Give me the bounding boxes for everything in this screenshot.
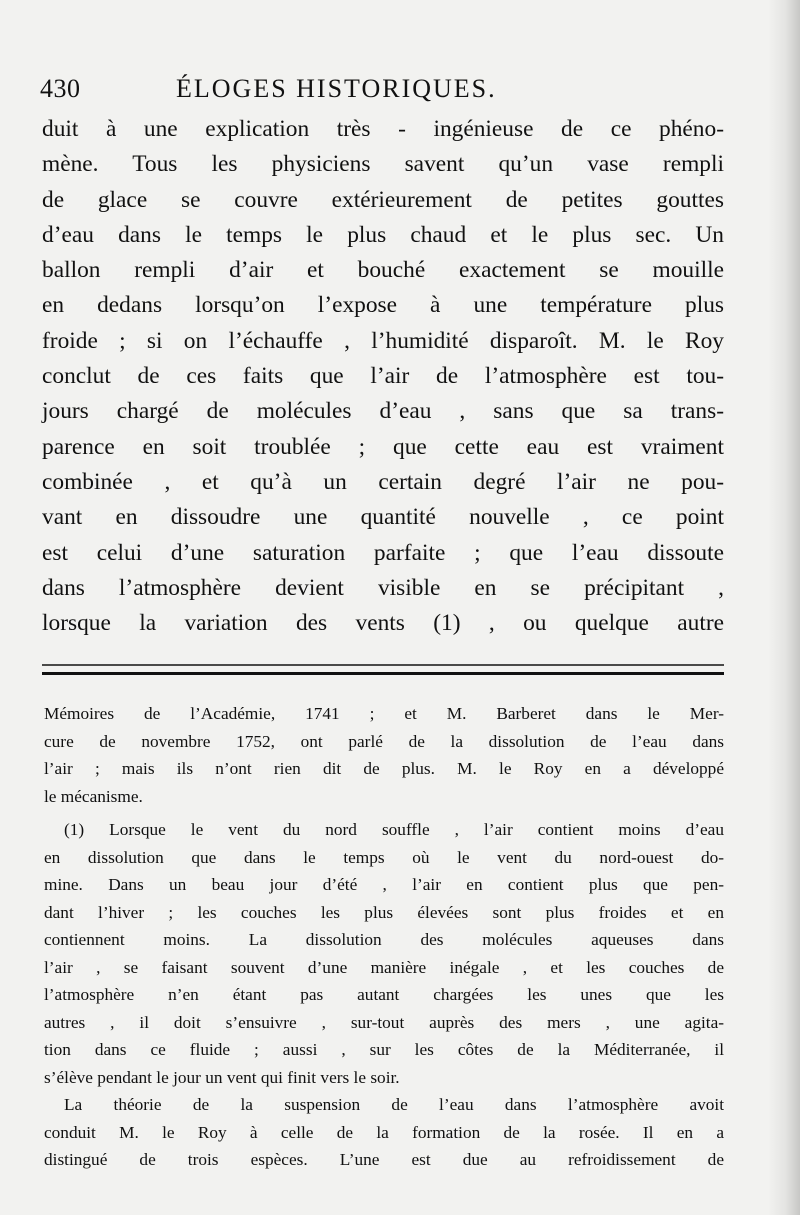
main-text-line: jours chargé de molécules d’eau , sans que sa trans- bbox=[42, 398, 724, 425]
footnote-line: l’air , se faisant souvent d’une manière inégale , et les couches de bbox=[44, 957, 724, 977]
footnote-continued bbox=[44, 700, 724, 810]
footnote-line: conduit M. le Roy à celle de la formation de la rosée. Il en a bbox=[44, 1122, 724, 1142]
main-text-line: combinée , et qu’à un certain degré l’air ne pou- bbox=[42, 468, 724, 495]
footnote-line: cure de novembre 1752, ont parlé de la dissolution de l’eau dans bbox=[44, 731, 724, 751]
footnote-line: distingué de trois espèces. L’une est due au refroidissement de bbox=[44, 1150, 724, 1169]
footnote-line: contiennent moins. La dissolution des molécules aqueuses dans bbox=[44, 930, 724, 949]
footnote-line: l’air ; mais ils n’ont rien dit de plus. M. le Roy en a développé bbox=[44, 759, 724, 778]
footnote-separator-thin bbox=[42, 664, 724, 666]
footnote-line: tion dans ce fluide ; aussi , sur les côtes de la Méditerranée, il bbox=[44, 1040, 724, 1059]
main-text-line: mène. Tous les physiciens savent qu’un vase rempli bbox=[42, 151, 724, 178]
footnote-separator-thick bbox=[42, 672, 724, 675]
main-text-line: froide ; si on l’échauffe , l’humidité disparoît. M. le Roy bbox=[42, 327, 724, 354]
main-text-line: en dedans lorsqu’on l’expose à une température plus bbox=[42, 292, 724, 319]
main-text-line: d’eau dans le temps le plus chaud et le plus sec. Un bbox=[42, 221, 724, 248]
main-text-line: dans l’atmosphère devient visible en se précipitant , bbox=[42, 574, 724, 601]
main-text bbox=[42, 112, 724, 641]
footnote-line: s’élève pendant le jour un vent qui finit vers le soir. bbox=[44, 1067, 400, 1087]
running-header bbox=[40, 74, 700, 114]
footnote-line: l’atmosphère n’en étant pas autant chargées les unes que les bbox=[44, 985, 724, 1004]
footnote-line: mine. Dans un beau jour d’été , l’air en contient plus que pen- bbox=[44, 875, 724, 894]
main-text-line: duit à une explication très - ingénieuse de ce phéno- bbox=[42, 116, 724, 142]
page-number: 430 bbox=[40, 74, 81, 103]
main-text-line: est celui d’une saturation parfaite ; que l’eau dissoute bbox=[42, 539, 724, 566]
footnotes bbox=[44, 700, 724, 1174]
footnote-continuation bbox=[44, 1091, 724, 1174]
footnote-1 bbox=[44, 816, 724, 1091]
footnote-line: (1) Lorsque le vent du nord souffle , l’air contient moins d’eau bbox=[64, 820, 724, 839]
footnote-line: autres , il doit s’ensuivre , sur-tout auprès des mers , une agita- bbox=[44, 1012, 724, 1032]
main-text-line: ballon rempli d’air et bouché exactement se mouille bbox=[42, 257, 724, 284]
footnote-line: La théorie de la suspension de l’eau dans l’atmosphère avoit bbox=[64, 1095, 724, 1114]
footnote-line: Mémoires de l’Académie, 1741 ; et M. Barberet dans le Mer- bbox=[44, 704, 724, 723]
footnote-line: en dissolution que dans le temps où le vent du nord-ouest do- bbox=[44, 847, 724, 867]
footnote-line: dant l’hiver ; les couches les plus élevées sont plus froides et en bbox=[44, 902, 724, 922]
main-text-line: parence en soit troublée ; que cette eau est vraiment bbox=[42, 433, 724, 460]
main-text-line: conclut de ces faits que l’air de l’atmosphère est tou- bbox=[42, 363, 724, 390]
page-edge-shadow bbox=[768, 0, 800, 1215]
main-text-line: de glace se couvre extérieurement de petites gouttes bbox=[42, 186, 724, 213]
main-text-line: lorsque la variation des vents (1) , ou quelque autre bbox=[42, 610, 724, 637]
footnote-line: le mécanisme. bbox=[44, 786, 143, 806]
running-title: ÉLOGES HISTORIQUES. bbox=[176, 74, 497, 103]
main-text-line: vant en dissoudre une quantité nouvelle , ce point bbox=[42, 504, 724, 531]
